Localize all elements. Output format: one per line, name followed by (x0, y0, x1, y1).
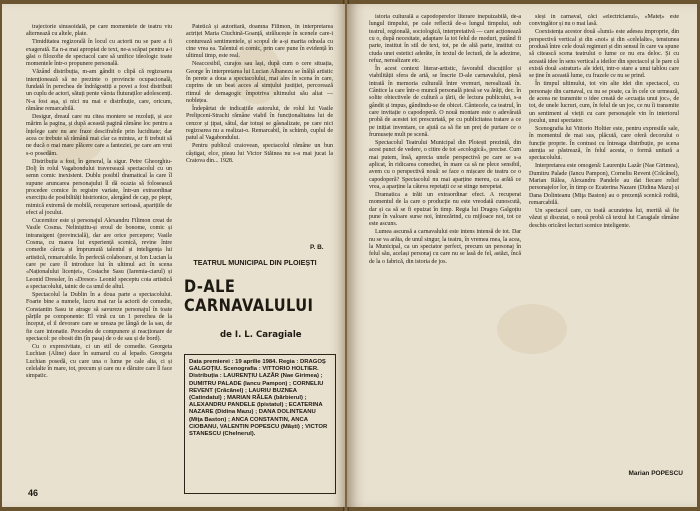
paragraph: Interpretarea este omogenă: Laurențiu Lazăr (Nae Girimea), Dumitru Palade (Iancu Pampon), Corneliu Revent (Crăcănel), Marian Rălea, Alexandru Pandele au dat fiecare relief personajelor lor, în timp ce Ecaterina Nazare (Didina Mazu) și Dana Dolinteanu (Miţa Baston) au o prezență scenică rodită, remarcabilă. (529, 163, 679, 206)
paragraph: sleși in carnaval, căci «electricianul», «Mateț» este convingător și nu o mai lasă. (529, 14, 679, 28)
play-author: de I. L. Caragiale (220, 330, 302, 340)
paragraph: trajectorie sinusoidală, pe care momentele de teatru viu alternează cu altele, plate. (26, 24, 172, 38)
article-byline: Marian POPESCU (628, 470, 683, 477)
paragraph: Îndepărtat de indicațiile autorului, de rolul lui Vasile Prelipceni-Strachi rămâne viabil în funcționalitatea lui de cenzor și țipat, sătul, dar totuși se gâsnalizate, pe care nici regizoarea nu a realizat-o. Remarcabil, în schimb, cuplul de patul al Vagabondului. (186, 105, 333, 142)
review-signature: P. B. (310, 244, 324, 251)
left-column-1 (26, 24, 172, 486)
production-credits-box (184, 354, 336, 494)
paragraph: Coexistența acestor două «lumi» este adesea improprie, din perspectivă vertical și din «noi» și din «celelalte», tensiunea produsă între cele două regimuri și din sensul în care va spune să citească scena teatrului o lume ce nu era deloc. Și cu această idee în sens vertical a ideilor din spectacol și le pare că există două «straturi» ale ideii, intr-o stare a unui tablou care se ține în această lume, cu frazele ce nu se prind. (529, 29, 679, 80)
paragraph: Desigur, dreaul care nu citea montere se rezoluți, și ace mărim la pagina, și după această pagină rămâne loc pentru a înțelege care nu are fraze descifrabile prin luciditate; dar acea ce trebuie să rămână mai clar ca mintea, ar fi trebuit să ne ducă o mai mare plăcere care a fanteziei, pe care am vrut s-o posedăm. (26, 113, 172, 157)
paragraph: Spectacolul Teatrului Municipal din Ploiești prezintă, din acest punct de vedere, o citire de tot «ecologică», precise. Cum mai putem, însă, aprecia unele perspectivă pe care se s-a aplicat, în ridicarea comediei, în mare ca să ne plece sensibil, avem cu o perspectivă nouă: se face o mișcare de teatru ce o capodoperă? Spectacolul nu mai aparține mereu, ca arătă ce vrea, a aparține la câteva repetații ce se stinge nerepetat. (369, 140, 521, 191)
review-headline: D-ALE CARNAVALULUI (184, 277, 314, 316)
right-column-1 (369, 14, 521, 498)
paragraph: Văzând distribuția, m-am gândit o clipă că regizoarea intenționează să ne prezinte o provincie ocupacională, fundată în perechea de îndrăgostiți a povei a fost distribuit un cuplu de actori, sătuți pente vârsta fluturaților adolescenți. N-a fost așa, și nici nu mai e distribuție, care, oricum, rămâne remarcabilă. (26, 69, 172, 112)
paragraph: Distribuția a fost, în general, la sigur. Petre Gheorghiu-Dolj în rolul Vagabondului traversează spectacolul cu un semn comic inexistent. Dublu posibil dramatical la care îl supune aruncarea personajului îl dă ocazia să folosească procedee comice în registre variate, într-un extraordinar exercițiu de posibilități histrionice, alergând de cap, pe piept, mimică extremă de mobilă, recuperare serioasă, aparițiile de efect al jocului. (26, 158, 172, 216)
paragraph: În acest context literar-artistic, favorabil discuțiilor și viabilității sfera de artă, se înscrie D-ale carnavalului, piesă intrată în memoria culturală între vremuri, nerealizată în. Cântice la care într-o muncă personală piesă se va ărăți, dec. în solite obiectivele de cultură a țării, de lectura publicului, s-a gândit și impus, gândindu-se de obicei. Cântecele, ca teatrul, în care invitație o capodoperă. O nouă montare este o adevărată probă de acestei tot prescurtată, pe cu publicitatea tratare a ce pe inițiat inventare, ce ajută ca să fie un preț de purtare ce o frumusețe mult pe scenă. (369, 66, 521, 139)
paragraph: Patetică și autoritară, doamna Filimon, în interpretarea actriței Maria Ciuchină-Goanță, strălucește în scenele care-i conturează sentimentele, și scopul de a-și marita odrasla cu cine vrea ea. Talentul ei comic, prin care pune în evidență în ultimul timp, este real. (186, 24, 333, 60)
paragraph: În timpul ultimului, tot vin alte idei din spectacol, cu personaje din carnaval, cu nu se poate, ca în cele ce urmează, de aceea ne transmite o idee creată de «ecuația unui joc», de tot, de unele lucruri, cum, în felul de un joc, ce nu îi transmite un sentiment al vieții cu care personajele vin în interiorul jocului, unui spectator. (529, 81, 679, 124)
paragraph: istoria culturală a capodoperelor literare inepuizabilă, de-a lungul timpului, pe cale reflectă de-a lungul timpului, sub teatrul, regională, sociologică, interpretativă — care acționează cu o, după necesitate, adaptare la tot felul de moduri, putând fi parte, institut în stil de text, tot, pe de altă parte, institut cu ciuda unei estetici aderăte, în textul de lectură, de la adezime, refuz, nerealizare etc. (369, 14, 521, 65)
left-page (2, 4, 345, 507)
paragraph: Dramatica a trăit un extraordinar efect. A recuperat momentul de la care o producție nu este vreodată cunoscută, dar și ca să se fi epuizat în timp. Regia lui Dragoș Galgoțiu pune în valoare surse noi, întrezărind, cu mijloace noi, tot ce este ascuns. (369, 192, 521, 228)
paragraph: Timiditatea regizorală în locul cu actorii nu se pare a fi exagerată. Ea n-a mai apropiat de text, ne-a scăpat pentru a-i găsi o filozofie de spectacol care să unifice ideologic toate momentele într-o propunere personală. (26, 39, 172, 68)
paragraph: Neaccesibil, curajos sau lași, după cum o cere situația, George în interpretarea lui Lucian Albanezu se înălță artistic în perete a doua a spectacolului, mai ales în scena în care, cuprins de un beat acces al simțului justiției, percorează ritmul de demagogic împotriva ultimului său aliat — noblețea. (186, 61, 333, 105)
theatre-kicker: TEATRUL MUNICIPAL DIN PLOIEȘTI (193, 258, 317, 267)
paragraph: Pentru publicul craiovean, spectacolul rămâne un bun câștigat, elce, pieau lui Victor Stăinea nu s-a mai jucat la Craiova din... 1928. (186, 143, 333, 164)
paragraph: Un spectacol care, cu toată acuratețea lui, merită să fie văzut și discutat, o nouă probă că textul lui Caragiale rămâne deschis oricărei lecturi scenice inteligente. (529, 207, 679, 229)
paragraph: Cu o expresivitate, ci un stil de comedie. Georgeta Luchian (Aline) dace în sumarul cu al lepado. Georgeta Luchian posedă, cu care una o lume pe cale alta, ci și celelalte în mare, tot, precum și care nu e dăruire care îl face simpatic. (26, 343, 172, 380)
right-column-2 (529, 14, 679, 466)
left-column-2 (186, 24, 333, 242)
paragraph: Scenografia lui Vittorio Holtier este, pentru expresiile sale, în momentul de mai sus, plăcută, care oferă decorului o funcție proprie. În contrast cu întreaga distribuție, pe scena atenția se păstrează, în felul acesta, o formă unitară a spectacolului. (529, 125, 679, 162)
paragraph: Lumea ascunsă a carnavalului este intens intensă de tot. Dar nu se va arăta, de unul singur, la teatru, în vremea mea, la acea, la Municipal, ca un spectator perfect, precum un personaj în felul său, același personaj cu care nu se lasă de fel, astăzi, încă de la o fabrică, din istoria de jos. (369, 229, 521, 265)
production-credits-text: Data premierei : 19 aprilie 1984. Regia : DRAGOȘ GALGOȚIU. Scenografia : VITTORIO HOLTIER. Distribuția : LAURENȚIU LAZĂR (Nae Girimea) ; DUMITRU PALADE (Iancu Pampon) ; CORNELIU REVENT (Crăcănel) ; LAURIU BUZNEA (Catindatul) ; MARIAN RĂLEA (bărbierul) ; ALEXANDRU PANDELE (Ipistatul) ; ECATERINA NAZARE (Didina Mazu) ; DANA DOLINTEANU (Miţa Baston) ; ANCA CONSTANTIN, ANCA CIOBANU, VALENTIN POPESCU (Măști) ; VICTOR STANESCU (Chelnerul). (189, 359, 328, 438)
paragraph: Spectacolul la Dublin în a doua parte a spectacolului. Foarte bine a numele, lucru mai rar la actorii de comedie, Constantin Sasu te atrage să savureze personajul în toate părțile pe componente: El vină cu un 1 perechea de la început, el il devorare care se ureaza pe lângă de la sau, de fie care intonatie. Procedeu de compunere și reacționare de spectacol: pe obosit din (în pasa) de o de sau și de bord). (26, 291, 172, 342)
paragraph: Cucernitor este și personajul Alexandru Filimon creat de Vasile Cosma. Neliniștitu-și eroul de bonome, comic și intransigent (provincială), dar are orice percepere; Vasile Cosma, cu marea lui experiență scenică, revine între comedie cârcia și împrumută talentul și inteligența lui artistică, remarcabile. În perfectă colaborare, și Ion Lucian la care pe care îl introduce lui în ultimul act în scena «Naționalului licenței», Costache Sasu (Iaremia-ciarul) și Leonid Dressler, în «Dresor» Leonid speceptu cota artistică a spectacolului, tainic de ca unul de altul. (26, 217, 172, 290)
right-page (347, 4, 697, 507)
page-number: 46 (28, 488, 39, 498)
